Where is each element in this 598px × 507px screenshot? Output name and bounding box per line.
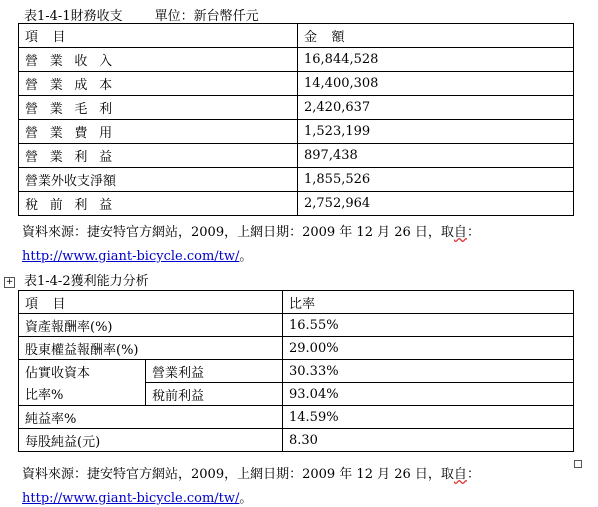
table-row bbox=[19, 406, 574, 429]
header-item: 項 目 bbox=[19, 291, 283, 314]
table2-title: 表1-4-2獲利能力分析 bbox=[24, 274, 149, 289]
table1-unit: 單位：新台幣仟元 bbox=[154, 9, 259, 24]
table-row bbox=[19, 429, 574, 452]
row-value: 1,855,526 bbox=[298, 168, 574, 192]
row-value: 14,400,308 bbox=[298, 72, 574, 96]
row-label: 股東權益報酬率(%) bbox=[19, 337, 283, 360]
row-value: 29.00% bbox=[283, 337, 574, 360]
table-row bbox=[19, 314, 574, 337]
header-amount: 金 額 bbox=[298, 24, 574, 48]
row-label: 稅前利益 bbox=[19, 192, 298, 216]
row-value: 2,752,964 bbox=[298, 192, 574, 216]
row-value: 93.04% bbox=[283, 383, 574, 406]
group-label-line2: 比率% bbox=[19, 383, 146, 406]
row-label: 營業毛利 bbox=[19, 96, 298, 120]
row-label: 營業費用 bbox=[19, 120, 298, 144]
row-label: 營業成本 bbox=[19, 72, 298, 96]
header-item: 項 目 bbox=[19, 24, 298, 48]
table-row bbox=[19, 337, 574, 360]
table-row bbox=[19, 383, 574, 406]
row-value: 30.33% bbox=[283, 360, 574, 383]
table-row bbox=[19, 360, 574, 383]
table-header-row bbox=[19, 24, 574, 48]
table-row bbox=[19, 48, 574, 72]
row-label: 營業收入 bbox=[19, 48, 298, 72]
source-link[interactable]: http://www.giant-bicycle.com/tw/ bbox=[22, 491, 240, 506]
row-value: 897,438 bbox=[298, 144, 574, 168]
table-row bbox=[19, 144, 574, 168]
row-value: 2,420,637 bbox=[298, 96, 574, 120]
table1-caption bbox=[24, 5, 259, 24]
table-row bbox=[19, 192, 574, 216]
move-handle-icon[interactable]: + bbox=[5, 277, 14, 287]
row-label: 資產報酬率(%) bbox=[19, 314, 283, 337]
row-label: 純益率% bbox=[19, 406, 283, 429]
row-label: 營業利益 bbox=[19, 144, 298, 168]
table1-source-url: http://www.giant-bicycle.com/tw/。 bbox=[22, 249, 253, 264]
header-ratio: 比率 bbox=[283, 291, 574, 314]
row-value: 16.55% bbox=[283, 314, 574, 337]
source-link[interactable]: http://www.giant-bicycle.com/tw/ bbox=[22, 249, 240, 264]
row-label: 每股純益(元) bbox=[19, 429, 283, 452]
table-row bbox=[19, 72, 574, 96]
row-value: 14.59% bbox=[283, 406, 574, 429]
row-value: 1,523,199 bbox=[298, 120, 574, 144]
profitability-table bbox=[18, 290, 574, 452]
table1-title: 表1-4-1財務收支 bbox=[24, 9, 123, 24]
table2-source-url: http://www.giant-bicycle.com/tw/。 bbox=[22, 491, 253, 506]
row-label: 營業利益 bbox=[146, 360, 283, 383]
row-label: 營業外收支淨額 bbox=[19, 168, 298, 192]
table-row bbox=[19, 168, 574, 192]
table2-source: 資料來源：捷安特官方網站，2009，上網日期：2009 年 12 月 26 日，取自： bbox=[22, 467, 480, 482]
financial-table bbox=[18, 23, 574, 216]
group-label-line1: 佔實收資本 bbox=[19, 360, 146, 383]
row-value: 8.30 bbox=[283, 429, 574, 452]
resize-handle-icon[interactable] bbox=[574, 460, 582, 468]
table-row bbox=[19, 96, 574, 120]
row-value: 16,844,528 bbox=[298, 48, 574, 72]
table1-source: 資料來源：捷安特官方網站，2009，上網日期：2009 年 12 月 26 日，取自： bbox=[22, 225, 480, 240]
table-row bbox=[19, 120, 574, 144]
table-header-row bbox=[19, 291, 574, 314]
row-label: 稅前利益 bbox=[146, 383, 283, 406]
